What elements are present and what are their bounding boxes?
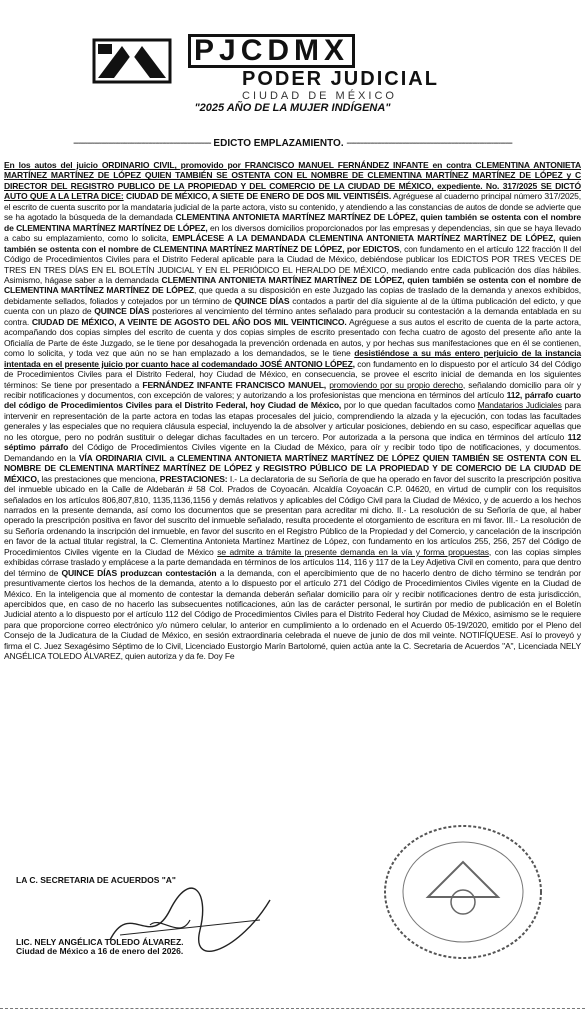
term-days: QUINCE DÍAS bbox=[94, 306, 150, 317]
text-run: en los diversos domicilios proporcionados por las empresas y dependencias, sin que se haya llevado a cabo su emplazamiento, como lo solicita, bbox=[4, 222, 581, 244]
plaintiff-name: FERNÁNDEZ INFANTE FRANCISCO MANUEL, bbox=[142, 379, 327, 390]
term-days: QUINCE DÍAS produzcan contestación bbox=[61, 567, 217, 578]
title-dashes-right: ----------------------------------------------------------------------- bbox=[346, 138, 512, 149]
mandatarios: Mandatarios Judiciales bbox=[477, 400, 562, 411]
brand-subtitle: CIUDAD DE MÉXICO bbox=[242, 90, 397, 102]
desistimiento: desistiéndose a su más entero perjuicio de la instancia intentada en el presente juicio por cuanto hace al codemandado JOSÉ ANTONIO LÓPEZ, bbox=[4, 348, 581, 369]
edicto-title: EDICTO EMPLAZAMIENTO. bbox=[213, 138, 344, 149]
text-run: a la demanda, con el apercibimiento que de no hacerlo dentro de dicho término se tendrán por presuntivamente ciertos los hechos de la demanda, atento a lo dispuesto por el artículo 271 del Código de Procedimientos Civiles vigente en la Ciudad de México. En la inteligencia que al momento de contestar la demanda deberán señalar domicilio para oír y recibir notificaciones dentro de esta jurisdicción, apercibidos que, en caso de no hacerlo las subsecuentes notificaciones, aún las de carácter personal, le surtirán por medio de publicación en el Boletín Judicial atento a lo dispuesto por el artículo 112 del Código de Procedimientos Civiles para el Distrito Federal hoy Ciudad de México, asimismo se le requiere para que proporcione correo electrónico y/o número celular, lo anterior en cumplimiento a lo ordenado en el Acuerdo 05-19/2020, emitido por el Pleno del Consejo de la Judicatura de la Ciudad de México, en sesión extraordinaria celebrada el nueve de junio de dos mil veinte. NOTIFÍQUESE. Así lo proveyó y firma el C. Juez Sexagésimo Séptimo de lo Civil, Licenciado Eustorgio Marín Bartolomé, quien actúa ante la C. Secretaria de Acuerdos "A", Licenciada NELY ANGÉLICA TOLEDO ÁLVAREZ, quien autoriza y da fe. Doy Fe bbox=[4, 567, 581, 662]
defendant-name: CLEMENTINA ANTONIETA MARTÍNEZ MARTÍNEZ DE LÓPEZ, quien también se ostenta con el nombre de CLEMENTINA MARTÍNEZ MARTÍNEZ DE LÓPEZ, bbox=[4, 212, 581, 233]
text-run: del Código de Procedimientos Civiles vigente en la Ciudad de México, para oír y recibir todo tipo de notificaciones, y documentos. Demandando en la bbox=[4, 442, 582, 463]
date-1: CIUDAD DE MÉXICO, A SIETE DE ENERO DE DOS MIL VEINTISÉIS. bbox=[123, 191, 392, 202]
text-run: , con fundamento en el artículo 122 fracción II del Código de Procedimientos Civiles para el Distrito Federal aplicable para la Ciudad de México, debiéndose publicar los EDICTOS POR TRES VECES DE TRES EN TRES DÍAS EN EL BOLETÍN JUDICIAL Y EN EL PERIÓDICO EL HERALDO DE MÉXICO, mediando entre cada publicación dos días hábiles. Asimismo, hágase saber a la demandada bbox=[4, 243, 581, 285]
edicto-body bbox=[4, 160, 581, 662]
bottom-divider bbox=[0, 1008, 585, 1015]
text-run: posteriores al vencimiento del término antes señalado para producir su contestación a la demanda entablada en su contra. bbox=[4, 306, 581, 327]
text-run: I.- La declaratoria de su Señoría de que ha operado en favor del suscrito la prescripción positiva del inmueble ubicado en la Calle de Aldebarán # 58 Col. Prados de Coyoacán. Alcaldía Coyoacán C.P. 04620, en virtud de cumplir con los requisitos señalados en los artículos 806,807,810, 1135,1136,1156 y demás relativos y aplicables del Código Civil para la Ciudad de México, y de acuerdo a los hechos narrados en la presente demanda, así como los documentos que se presentan para acreditar mi dicho. II.- La resolución de su Señoría de que, al haber operado la prescripción positiva en favor del suscrito del inmueble señalado, resulta procedente el otorgamiento de escritura en mi favor. III.- La resolución de su Señoría ordenando la inscripción del inmueble, en favor del suscrito en el Registro Público de la Propiedad y del Comercio, y cancelación de la inscripción en favor de la actual titular registral, la C. Clementina Antonieta Martínez Martínez de López, con fundamento en los artículos 255, 256, 257 del Código de Procedimientos Civiles vigente en la Ciudad de México bbox=[4, 473, 581, 557]
year-motto: "2025 AÑO DE LA MUJER INDÍGENA" bbox=[194, 102, 391, 114]
text-run: , señalando domicilio para oír y recibir notificaciones y documentos, con excepción de valores; y autorizando a los profesionistas que menciona en términos del artículo bbox=[4, 379, 581, 400]
emplazamiento-order: EMPLÁCESE A LA DEMANDADA CLEMENTINA ANTONIETA MARTÍNEZ MARTÍNEZ DE LÓPEZ, quien también se ostenta con el nombre de CLEMENTINA MARTÍNEZ MARTÍNEZ DE LÓPEZ, por EDICTOS bbox=[4, 233, 581, 254]
court-seal-icon bbox=[368, 812, 558, 972]
text-run: Agréguese al cuaderno principal número 317/2025, el escrito de cuenta suscrito por la mandataria judicial de la parte actora, visto su contenido, y atendiendo a las constancias de autos de donde se advierte que se ha agotado la búsqueda de la demandada bbox=[4, 191, 581, 223]
date-2: CIUDAD DE MÉXICO, A VEINTE DE AGOSTO DEL AÑO DOS MIL VEINTICINCO. bbox=[31, 316, 347, 327]
defendant-name: CLEMENTINA ANTONIETA MARTÍNEZ MARTÍNEZ DE LÓPEZ, quien también se ostenta con el nombre de CLEMENTINA MARTÍNEZ MARTÍNEZ DE LÓPEZ bbox=[4, 274, 582, 296]
text-run: con fundamento en lo dispuesto por el artículo 34 del Código de Procedimientos Civiles para el Distrito Federal, hoy Ciudad de México, en consecuencia, se provee el escrito inicial de demanda en los siguientes términos: Se tiene por presentado a bbox=[4, 358, 581, 390]
text-run: las prestaciones que menciona, bbox=[39, 473, 160, 484]
pj-emblem-icon bbox=[92, 38, 172, 84]
edicto-title-line bbox=[0, 138, 585, 149]
edicto-paragraph bbox=[4, 160, 581, 662]
secretary-role: LA C. SECRETARIA DE ACUERDOS "A" bbox=[16, 875, 176, 885]
case-header: En los autos del juicio ORDINARIO CIVIL, promovido por FRANCISCO MANUEL FERNÁNDEZ INFANTE en contra CLEMENTINA ANTONIETA MARTÍNEZ MARTÍNEZ DE LÓPEZ QUIEN TAMBIÉN SE OSTENTA CON EL NOMBRE DE CLEMENTINA MARTÍNEZ MARTÍNEZ DE LÓPEZ y C DIRECTOR DEL REGISTRO PUBLICO DE LA PROPIEDAD Y DEL COMERCIO DE LA CIUDAD DE MÉXICO, expediente. No. 317/2025 SE DICTÓ AUTO QUE A LA LETRA DICE: bbox=[4, 160, 581, 202]
text-run: por lo que quedan facultados como bbox=[341, 400, 478, 411]
article-ref: 112, párrafo cuarto del código de Procedimientos Civiles para el Distrito Federal, hoy Ciudad de México, bbox=[4, 389, 581, 411]
place-date: Ciudad de México a 16 de enero del 2026. bbox=[16, 946, 184, 956]
document-header bbox=[0, 10, 585, 120]
secretary-name: LIC. NELY ANGÉLICA TOLEDO ÁLVAREZ. bbox=[16, 937, 184, 947]
admission: se admite a trámite la presente demanda en la vía y forma propuestas bbox=[217, 546, 489, 557]
prestaciones-label: PRESTACIONES: bbox=[159, 473, 228, 484]
brand-acronym: PJCDMX bbox=[188, 34, 355, 68]
article-ref: 112 séptimo párrafo bbox=[4, 431, 581, 453]
text-run: , que queda a su disposición en este Juzgado las copias de traslado de la demanda y anexos exhibidos, debidamente sellados, foliados y cotejados por un término de bbox=[4, 285, 581, 306]
text-run: contados a partir del día siguiente al de la última publicación del edicto, y que cuenta con un plazo de bbox=[4, 295, 581, 317]
via-ordinaria: VÍA ORDINARIA CIVIL a CLEMENTINA ANTONIETA MARTÍNEZ MARTÍNEZ DE LÓPEZ QUIEN TAMBIÉN SE OSTENTA CON EL NOMBRE DE CLEMENTINA MARTÍNEZ MARTÍNEZ DE LÓPEZ y REGISTRO PÚBLICO DE LA PROPIEDAD Y DE COMERCIO DE LA CIUDAD DE MÉXICO, bbox=[4, 452, 581, 484]
text-run: , con las copias simples exhibidas córrase traslado y emplácese a la parte demandada en términos de los artículos 114, 116 y 117 de la Ley Adjetiva Civil en comento, para que dentro del término de bbox=[4, 546, 582, 578]
own-right: promoviendo por su propio derecho bbox=[329, 379, 463, 390]
title-dashes-left: ----------------------------------------------------------- bbox=[73, 138, 211, 149]
term-days: QUINCE DÍAS bbox=[234, 295, 290, 306]
institution-logo bbox=[92, 34, 492, 102]
text-run: Agréguese a sus autos el escrito de cuenta de la parte actora, acompañando dos copias simples del escrito de cuenta y dos copias simples de escrito presentado con fecha cuatro de agosto del presente año ante la Oficialía de Parte de éste Juzgado, se le tiene por desahogada la prevención ordenada en autos, y por hechas sus manifestaciones que en él se contienen, como lo solicita, y toda vez que aún no se han emplazado a los demandados, se le tiene bbox=[4, 316, 581, 359]
brand-name: PODER JUDICIAL bbox=[242, 68, 439, 90]
text-run: para intervenir en representación de la parte actora en todas las etapas procesales del juicio, comprendiendo la alzada y la ejecución, con todas las facultades generales y las especiales que no requiera cláusula especial, incluyendo la de absolver y articular posiciones, debiendo en su caso, especificar aquellas que no les otorgue, pero no podrán sustituir o delegar dichas facultades en un tercero. Por autorizada a la persona que indica en términos del artículo bbox=[4, 400, 582, 442]
